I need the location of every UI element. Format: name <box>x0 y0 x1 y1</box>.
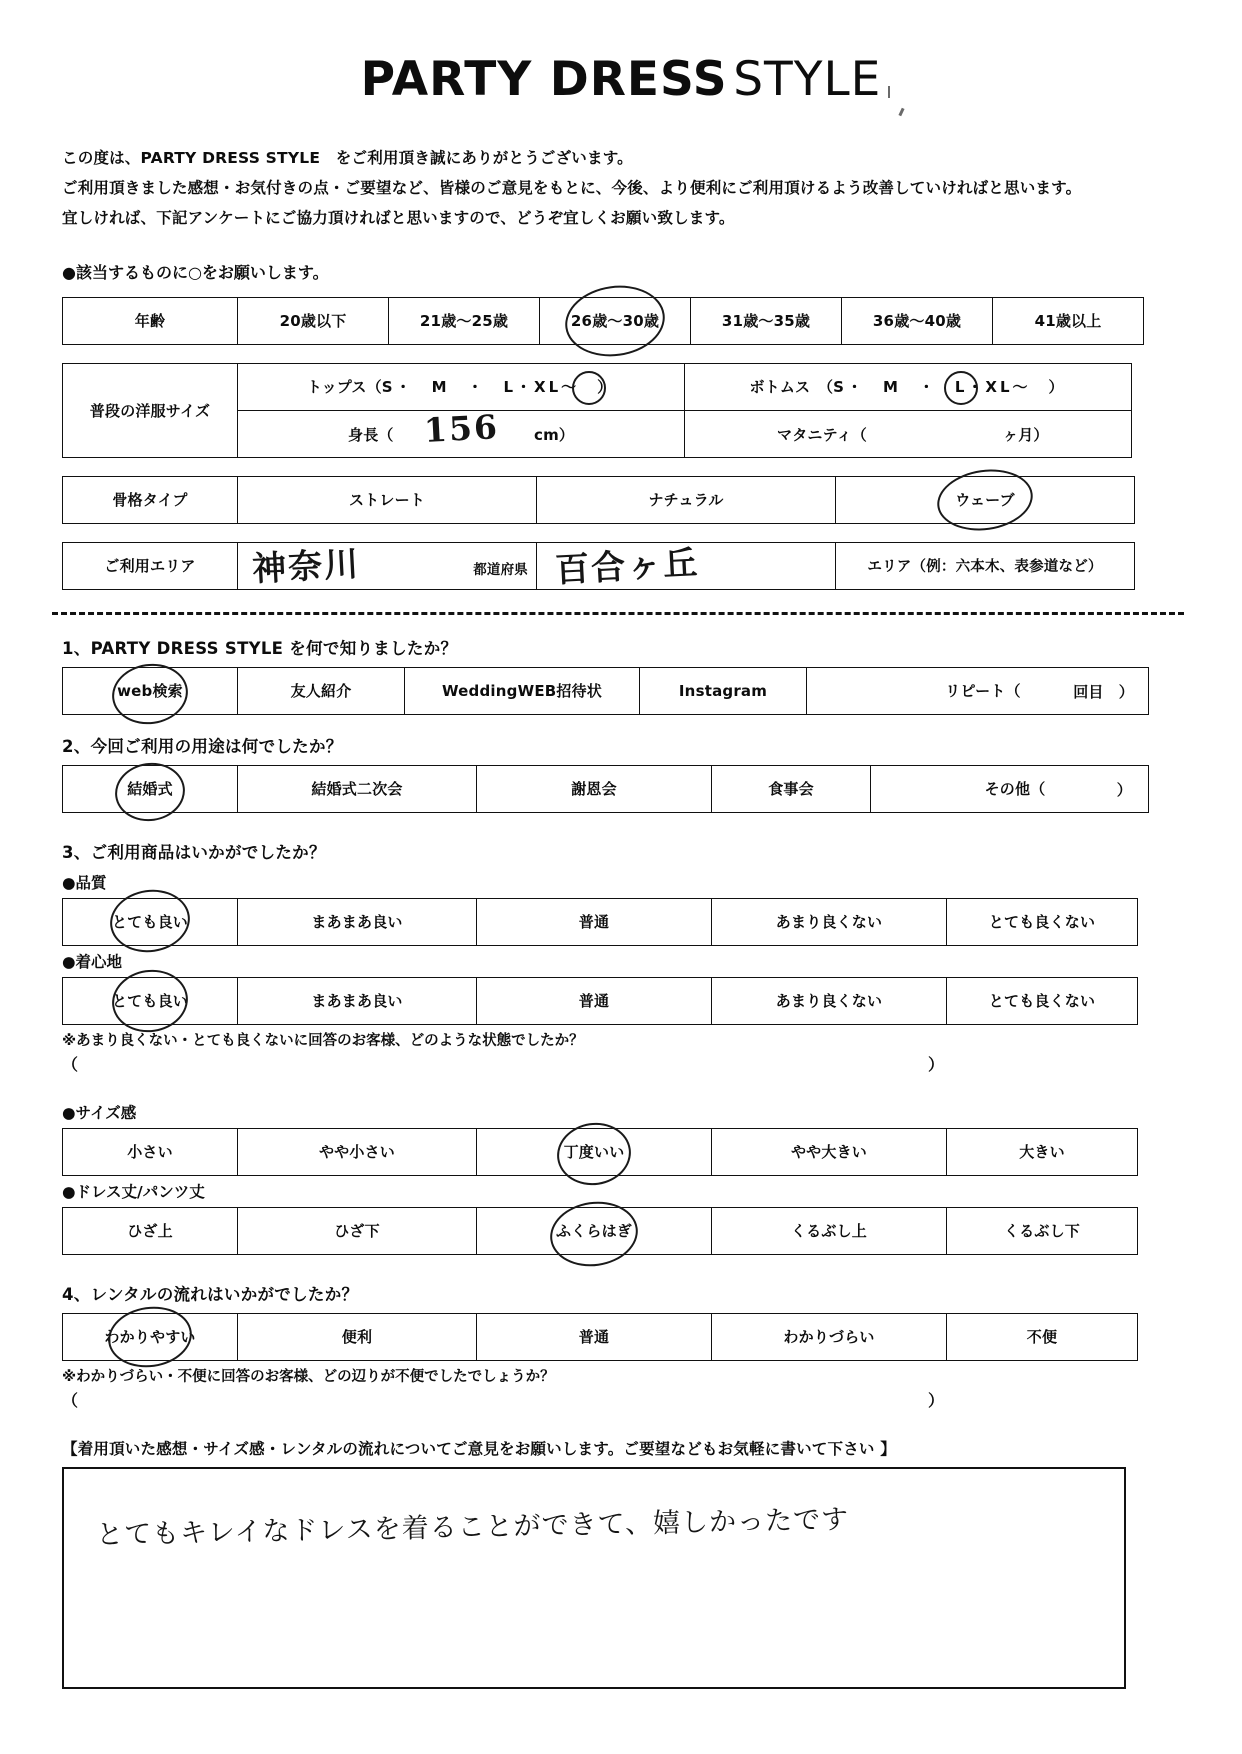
q1-option-label: WeddingWEB招待状 <box>441 682 603 701</box>
q3-comfort-note: ※あまり良くない・とても良くないに回答のお客様、どのような状態でしたか？ <box>62 1032 584 1049</box>
tops-size-cell[interactable] <box>238 363 685 410</box>
q1-title: 1、PARTY DRESS STYLE を何で知りましたか？ <box>62 638 458 658</box>
body-type-label: 骨格タイプ <box>63 476 238 523</box>
instruction-circle-applicable: ●該当するものに○をお願いします。 <box>62 262 329 282</box>
q3-size-option-label: やや小さい <box>318 1143 395 1162</box>
open-paren-right: ） <box>927 1390 944 1410</box>
q1-option-friend[interactable] <box>238 667 405 714</box>
q3-length-above-knee[interactable] <box>63 1207 238 1254</box>
table-row <box>63 1128 1138 1175</box>
q4-table <box>62 1313 1138 1361</box>
age-option-label: 41歳以上 <box>1034 312 1102 331</box>
q2-option-wedding[interactable] <box>63 765 238 812</box>
q3-size-just-right[interactable] <box>477 1128 712 1175</box>
q2-other-prefix: その他（ <box>984 780 1046 799</box>
q3-quality-option-label: とても良くない <box>988 913 1096 932</box>
maternity-unit: ヶ月） <box>1003 425 1049 444</box>
q3-comfort-fairly-good[interactable] <box>238 977 477 1024</box>
q3-comfort-subhead: ●着心地 <box>62 952 123 971</box>
q2-title: 2、今回ご利用の用途は何でしたか？ <box>62 736 343 756</box>
open-paren-right: ） <box>927 1054 944 1074</box>
clothing-size-table <box>62 363 1132 458</box>
q4-option-inconvenient[interactable] <box>947 1313 1138 1360</box>
q1-option-label: Instagram <box>678 681 768 700</box>
q3-comfort-very-good[interactable] <box>63 977 238 1024</box>
q3-quality-subhead: ●品質 <box>62 873 107 892</box>
q2-option-thanksgiving[interactable] <box>477 765 712 812</box>
q1-option-repeat[interactable] <box>807 667 1149 714</box>
q3-size-option-label: やや大きい <box>790 1143 867 1162</box>
maternity-label: マタニティ（ <box>777 425 868 444</box>
bottoms-size-cell[interactable] <box>685 363 1132 410</box>
q3-comfort-option-label: 普通 <box>578 992 610 1011</box>
table-row <box>63 1313 1138 1360</box>
q3-quality-option-label: まあまあ良い <box>311 913 403 932</box>
q2-option-dinner[interactable] <box>712 765 871 812</box>
age-option-41over[interactable] <box>993 297 1144 344</box>
q3-size-small[interactable] <box>63 1128 238 1175</box>
age-option-label: 36歳〜40歳 <box>872 312 962 331</box>
q4-option-easy[interactable] <box>63 1313 238 1360</box>
q1-repeat-prefix: リピート（ <box>945 682 1021 701</box>
tops-options: S・ M ・ L・XL〜 ） <box>381 378 616 397</box>
q4-option-label: わかりやすい <box>104 1328 196 1347</box>
age-option-20under[interactable] <box>238 297 389 344</box>
table-row <box>63 363 1132 410</box>
table-row <box>63 297 1144 344</box>
prefecture-cell[interactable] <box>238 542 537 589</box>
q3-size-option-label: 大きい <box>1019 1143 1065 1162</box>
area-caption: エリア（例：六本木、表参道など） <box>867 559 1103 576</box>
age-option-label: 26歳〜30歳 <box>570 312 660 331</box>
comment-box[interactable] <box>62 1467 1126 1689</box>
q3-length-calf[interactable] <box>477 1207 712 1254</box>
q3-comfort-option-label: とても良くない <box>988 992 1096 1011</box>
scan-speck <box>888 86 890 98</box>
body-type-table <box>62 476 1135 524</box>
q3-length-option-label: ひざ上 <box>127 1222 173 1241</box>
usage-area-label: ご利用エリア <box>63 542 238 589</box>
area-handwritten-value: 百合ヶ丘 <box>554 542 701 591</box>
q3-comfort-normal[interactable] <box>477 977 712 1024</box>
age-table <box>62 297 1144 345</box>
q2-option-afterparty[interactable] <box>238 765 477 812</box>
intro-paragraph <box>62 143 1242 234</box>
q2-option-label: 結婚式二次会 <box>311 780 403 799</box>
q3-length-option-label: くるぶし上 <box>790 1222 867 1241</box>
q1-option-label: 友人紹介 <box>290 682 352 701</box>
table-row <box>63 765 1149 812</box>
height-handwritten-value: 156 <box>423 406 500 450</box>
q4-option-normal[interactable] <box>477 1313 712 1360</box>
q1-option-instagram[interactable] <box>640 667 807 714</box>
q3-comfort-table <box>62 977 1138 1025</box>
q3-quality-not-very-good[interactable] <box>712 898 947 945</box>
q3-size-subhead: ●サイズ感 <box>62 1103 137 1122</box>
q3-quality-very-good[interactable] <box>63 898 238 945</box>
prefecture-handwritten-value: 神奈川 <box>251 543 362 590</box>
q3-size-option-label: 小さい <box>127 1143 173 1162</box>
q3-quality-option-label: とても良い <box>111 913 188 932</box>
q1-option-label: web検索 <box>117 682 183 701</box>
age-option-26-30[interactable] <box>540 297 691 344</box>
q4-option-label: 普通 <box>578 1328 610 1347</box>
comment-handwritten-text: とてもキレイなドレスを着ることができて、嬉しかったです <box>95 1503 850 1551</box>
q3-length-option-label: ひざ下 <box>334 1222 380 1241</box>
table-row <box>63 667 1149 714</box>
prefecture-caption: 都道府県 <box>473 561 528 578</box>
intro-line-3: 宜しければ、下記アンケートにご協力頂ければと思いますので、どうぞ宜しくお願い致します。 <box>62 209 735 228</box>
q4-option-label: わかりづらい <box>783 1328 875 1347</box>
q4-title: 4、レンタルの流れはいかがでしたか？ <box>62 1284 359 1304</box>
q3-size-option-label: 丁度いい <box>563 1143 625 1162</box>
q3-length-subhead: ●ドレス丈/パンツ丈 <box>62 1182 205 1201</box>
body-type-option-straight[interactable] <box>238 476 537 523</box>
height-cell[interactable] <box>238 406 685 457</box>
body-type-option-label: ナチュラル <box>648 491 724 510</box>
intro-line-2: ご利用頂きました感想・お気付きの点・ご要望など、皆様のご意見をもとに、今後、より便利にご利用頂けるよう改善していければと思います。 <box>62 179 1082 198</box>
scan-speck <box>898 108 904 117</box>
q3-quality-fairly-good[interactable] <box>238 898 477 945</box>
height-label: 身長（ <box>348 425 394 444</box>
body-type-option-wave[interactable] <box>836 476 1135 523</box>
q1-table <box>62 667 1149 715</box>
age-option-36-40[interactable] <box>842 297 993 344</box>
table-row <box>63 476 1135 523</box>
q1-option-wedding-web[interactable] <box>405 667 640 714</box>
q2-option-other[interactable] <box>871 765 1149 812</box>
brand-light: STYLE <box>733 52 882 107</box>
q2-table <box>62 765 1149 813</box>
bottoms-prefix: ボトムス （ <box>749 378 834 397</box>
body-type-option-natural[interactable] <box>537 476 836 523</box>
q3-size-table <box>62 1128 1138 1176</box>
q3-comfort-not-very-good[interactable] <box>712 977 947 1024</box>
body-type-option-label: ストレート <box>348 491 425 510</box>
height-unit: cm） <box>534 425 575 444</box>
q4-option-label: 便利 <box>341 1328 373 1347</box>
table-row <box>63 898 1138 945</box>
usage-area-table <box>62 542 1135 590</box>
q1-option-web-search[interactable] <box>63 667 238 714</box>
q4-option-convenient[interactable] <box>238 1313 477 1360</box>
brand-bold: PARTY DRESS <box>360 52 728 107</box>
q3-comfort-option-label: まあまあ良い <box>311 992 403 1011</box>
bottoms-options: S・ M ・ L・XL〜 ） <box>833 378 1067 397</box>
q3-length-above-ankle[interactable] <box>712 1207 947 1254</box>
q2-option-label: 食事会 <box>768 780 814 799</box>
q2-option-label: 謝恩会 <box>571 780 617 799</box>
q4-open-field[interactable] <box>62 1388 1182 1411</box>
q3-comfort-option-label: とても良い <box>111 992 188 1011</box>
tops-prefix: トップス（ <box>306 378 382 397</box>
q3-quality-option-label: あまり良くない <box>775 913 883 932</box>
table-row <box>63 1207 1138 1254</box>
q3-size-slightly-large[interactable] <box>712 1128 947 1175</box>
q3-quality-option-label: 普通 <box>578 913 610 932</box>
age-option-label: 21歳〜25歳 <box>419 312 509 331</box>
comment-heading: 【着用頂いた感想・サイズ感・レンタルの流れについてご意見をお願いします。ご要望などもお気軽に書いて下さい 】 <box>62 1439 896 1458</box>
open-paren-left: （ <box>62 1054 79 1074</box>
page-title <box>0 0 1242 107</box>
q4-option-label: 不便 <box>1026 1328 1058 1347</box>
q3-comfort-option-label: あまり良くない <box>775 992 883 1011</box>
q1-repeat-suffix: 回目 ） <box>1073 682 1134 701</box>
table-row <box>63 977 1138 1024</box>
q3-quality-very-bad[interactable] <box>947 898 1138 945</box>
q3-length-table <box>62 1207 1138 1255</box>
q3-length-option-label: くるぶし下 <box>1003 1222 1080 1241</box>
q4-note: ※わかりづらい・不便に回答のお客様、どの辺りが不便でしたでしょうか？ <box>62 1368 555 1385</box>
q2-other-suffix: ） <box>1116 780 1132 799</box>
open-paren-left: （ <box>62 1390 79 1410</box>
q3-title: 3、ご利用商品はいかがでしたか？ <box>62 842 326 862</box>
age-option-31-35[interactable] <box>691 297 842 344</box>
maternity-cell[interactable] <box>685 410 1132 457</box>
q3-length-below-ankle[interactable] <box>947 1207 1138 1254</box>
q3-quality-table <box>62 898 1138 946</box>
q3-comfort-very-bad[interactable] <box>947 977 1138 1024</box>
clothing-size-label: 普段の洋服サイズ <box>63 363 238 457</box>
q2-option-label: 結婚式 <box>127 780 173 799</box>
q3-length-option-label: ふくらはぎ <box>555 1222 632 1241</box>
body-type-option-label: ウェーブ <box>955 491 1015 510</box>
age-option-21-25[interactable] <box>389 297 540 344</box>
q3-quality-normal[interactable] <box>477 898 712 945</box>
intro-line-1: この度は、PARTY DRESS STYLE をご利用頂き誠にありがとうございます。 <box>62 149 633 167</box>
q3-size-slightly-small[interactable] <box>238 1128 477 1175</box>
q3-comfort-open-field[interactable] <box>62 1052 1182 1075</box>
q3-size-large[interactable] <box>947 1128 1138 1175</box>
section-divider <box>52 612 1184 615</box>
age-option-label: 20歳以下 <box>279 312 347 331</box>
area-caption-cell <box>836 542 1135 589</box>
area-name-cell[interactable] <box>537 542 836 589</box>
age-option-label: 31歳〜35歳 <box>721 312 811 331</box>
q4-option-hard[interactable] <box>712 1313 947 1360</box>
table-row <box>63 542 1135 589</box>
age-label: 年齢 <box>63 297 238 344</box>
q3-length-below-knee[interactable] <box>238 1207 477 1254</box>
